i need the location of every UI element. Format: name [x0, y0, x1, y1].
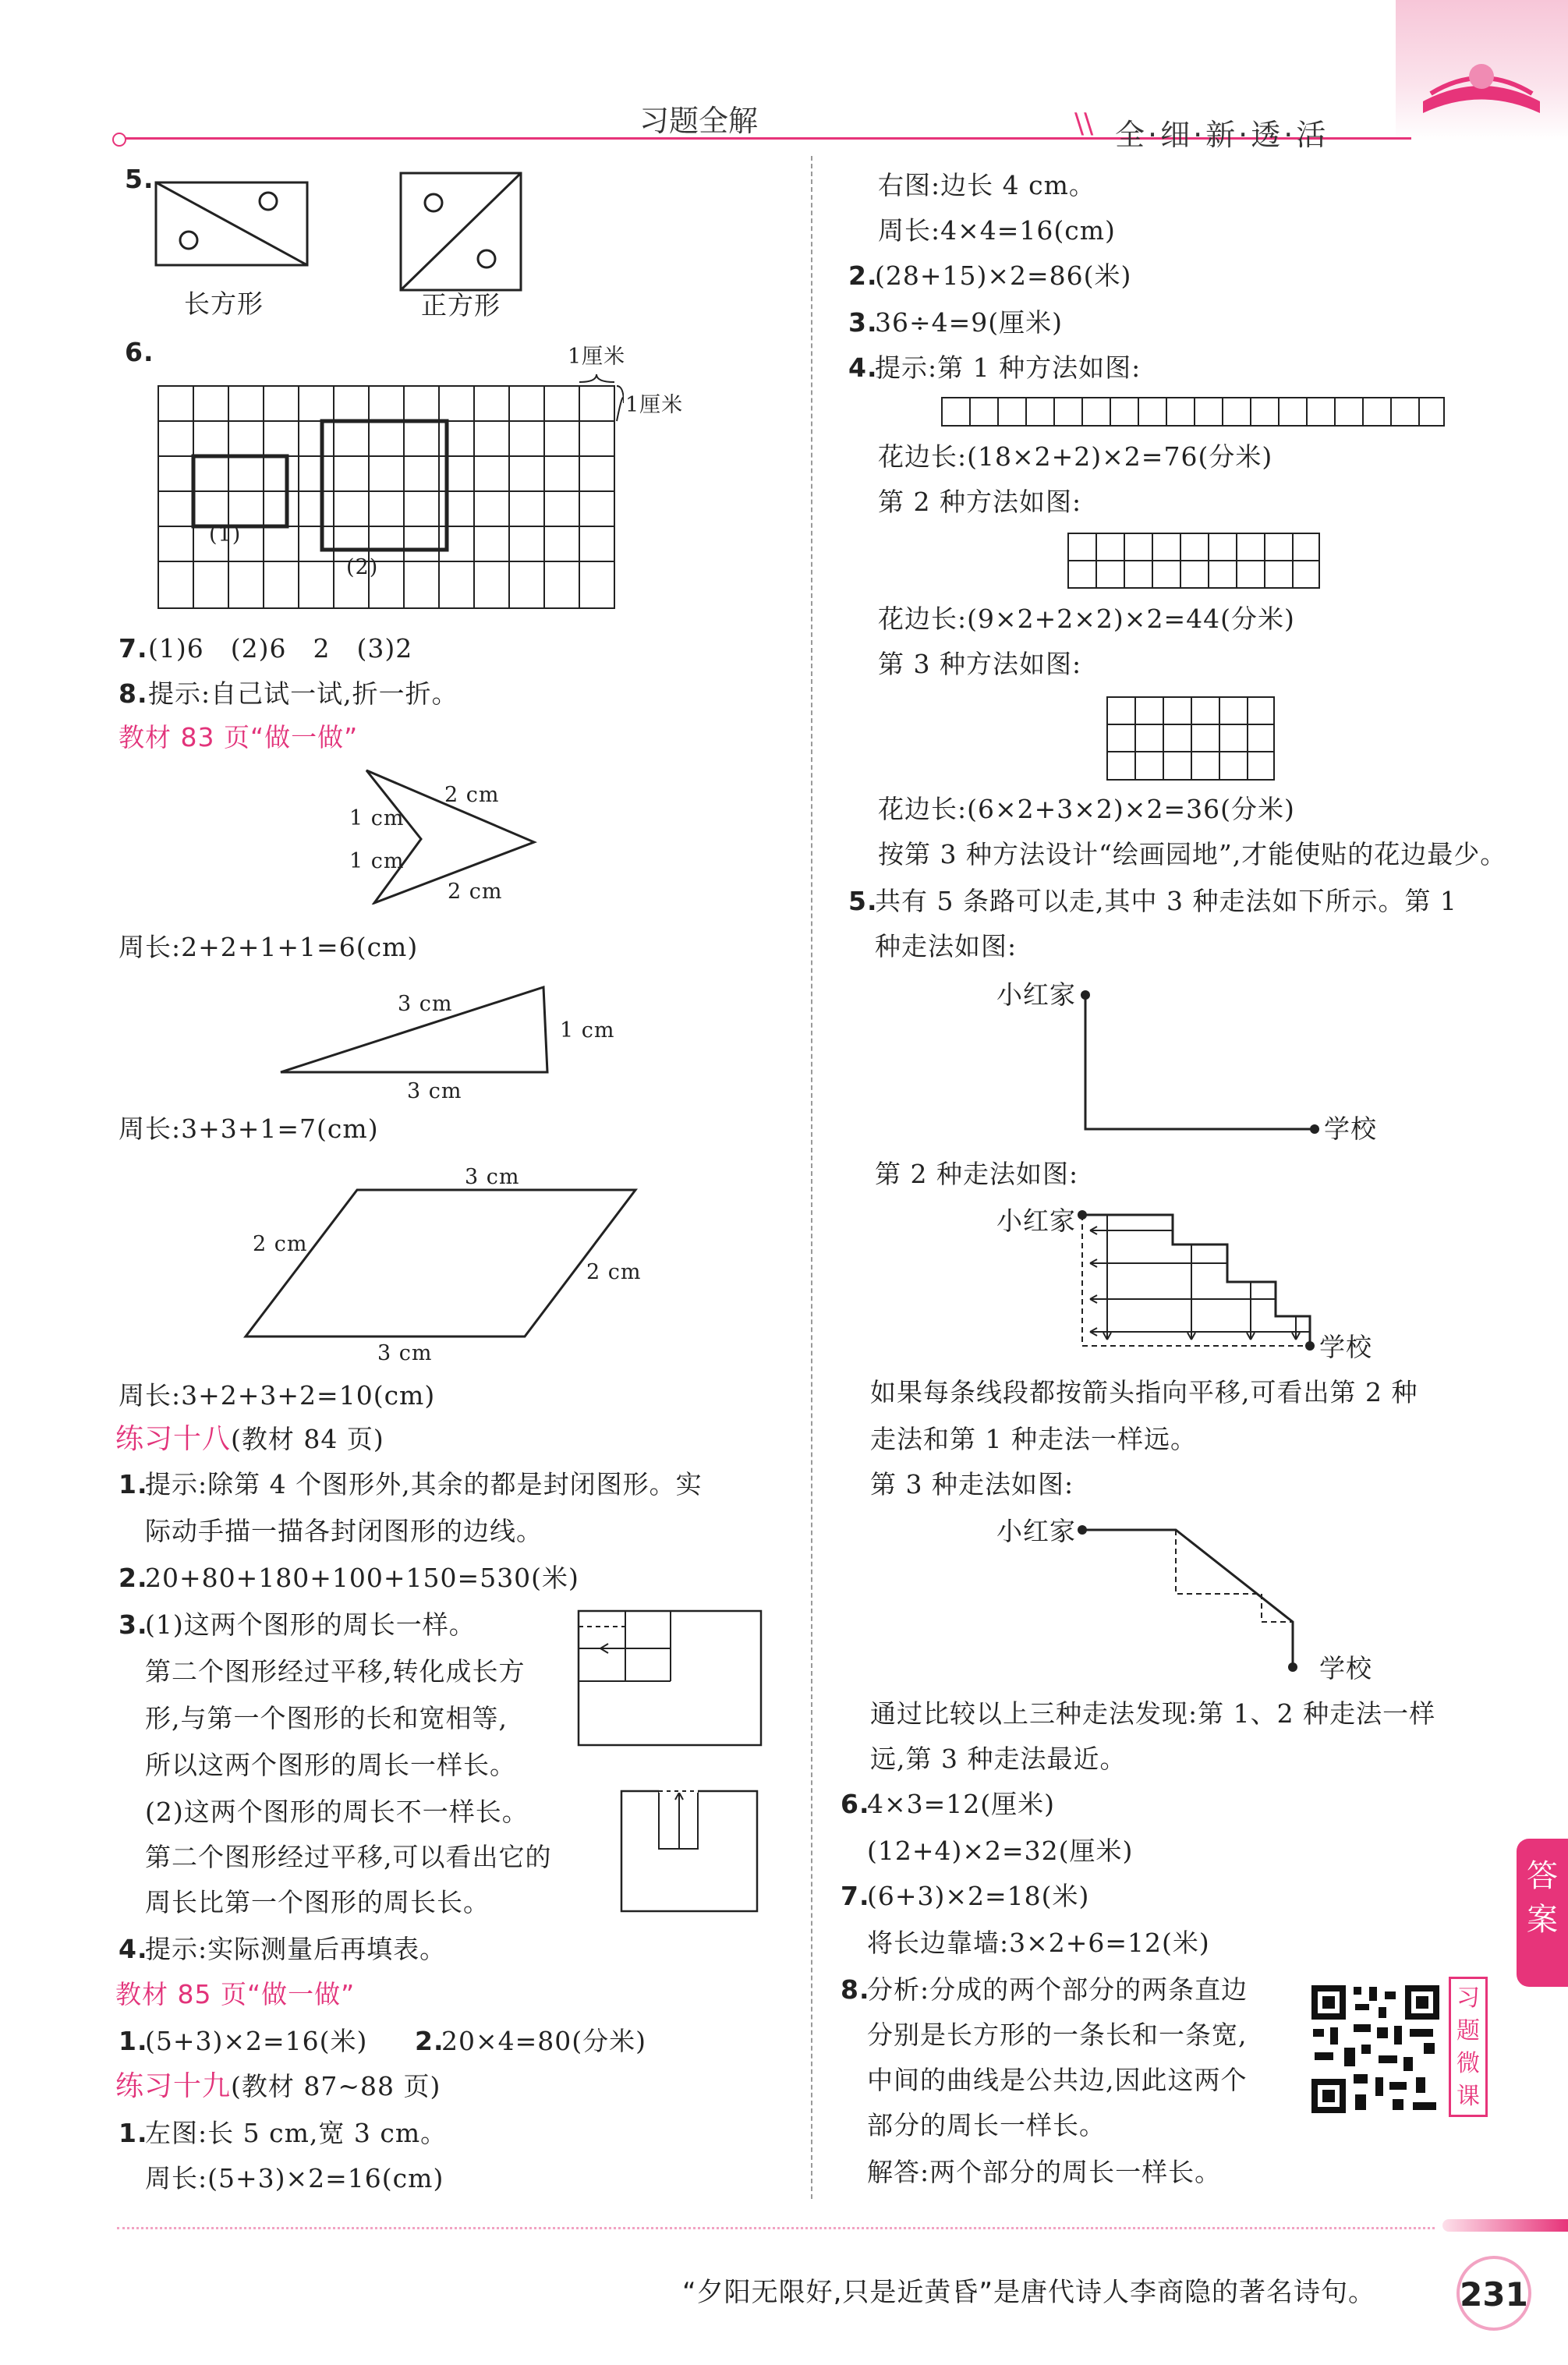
- r-q7-line2: 将长边靠墙:3×2+6=12(米): [867, 1928, 1210, 1958]
- method1-strip: [940, 396, 1447, 429]
- fig1-left-top-label: 1 cm: [349, 806, 405, 830]
- q7-number: 7.: [119, 633, 148, 664]
- sec85-q1-answer: (5+3)×2=16(米): [145, 2026, 368, 2056]
- r-q2-number: 2.: [848, 260, 878, 291]
- r-q4-line5: 第 3 种方法如图:: [878, 649, 1082, 679]
- qr-badge: 习题微课: [1449, 1977, 1488, 2117]
- ex18-q4-answer: 提示:实际测量后再填表。: [145, 1934, 447, 1964]
- q5-rectangle-figure: [154, 181, 310, 268]
- ex18-q3-figure1: [577, 1609, 764, 1750]
- ex18-q3-line4: 所以这两个图形的周长一样长。: [145, 1750, 516, 1780]
- r-q5-line2: 种走法如图:: [875, 931, 1018, 961]
- ex18-q1-line1: 提示:除第 4 个图形外,其余的都是封闭图形。实: [145, 1469, 703, 1499]
- ex19-q1-number: 1.: [119, 2118, 148, 2148]
- q6-number: 6.: [125, 337, 154, 367]
- header-slashes: \\: [1074, 108, 1094, 140]
- answers-side-tab: 答案: [1517, 1839, 1568, 1987]
- r-q4-number: 4.: [848, 352, 878, 383]
- ex18-q3-line2: 第二个图形经过平移,转化成长方: [145, 1656, 526, 1687]
- r-q5-line5: 走法和第 1 种走法一样远。: [870, 1424, 1197, 1454]
- header-dot: [112, 133, 126, 147]
- ex18-q3-figure2: [620, 1790, 760, 1914]
- r-q8-number: 8.: [841, 1974, 870, 2005]
- r-q5-line6: 第 3 种走法如图:: [870, 1469, 1074, 1499]
- page-number: 231: [1457, 2256, 1531, 2331]
- fig3-top-label: 3 cm: [465, 1165, 520, 1189]
- ex19-q1-line1: 左图:长 5 cm,宽 3 cm。: [145, 2118, 448, 2148]
- exercise-19-heading: [115, 2071, 441, 2102]
- ex18-q3-line3: 形,与第一个图形的长和宽相等,: [145, 1703, 508, 1733]
- fig1-perimeter: 周长:2+2+1+1=6(cm): [119, 932, 419, 962]
- grid-unit-height-label: 1厘米: [625, 393, 684, 417]
- r-q3-answer: 36÷4=9(厘米): [875, 307, 1064, 338]
- r-q5-line7: 通过比较以上三种走法发现:第 1、2 种走法一样: [870, 1698, 1436, 1729]
- r-q5-line1: 共有 5 条路可以走,其中 3 种走法如下所示。第 1: [875, 886, 1457, 916]
- header-motto: 全·细·新·透·活: [1115, 118, 1329, 152]
- r-q4-line7: 按第 3 种方法设计“绘画园地”,才能使贴的花边最少。: [878, 839, 1507, 869]
- exercise-18-title: 练习十八: [115, 1423, 232, 1455]
- section-textbook-85: 教材 85 页“做一做”: [115, 1979, 356, 2009]
- ex18-q3-line5: (2)这两个图形的周长不一样长。: [145, 1797, 529, 1827]
- r-q4-line4: 花边长:(9×2+2×2)×2=44(分米): [878, 604, 1295, 634]
- ex18-q2-answer: 20+80+180+100+150=530(米): [145, 1563, 579, 1593]
- q8-answer: 提示:自己试一试,折一折。: [148, 678, 458, 709]
- route3-home-label: 小红家: [996, 1516, 1076, 1546]
- r-q8-line4: 部分的周长一样长。: [867, 2110, 1106, 2140]
- ex18-q4-number: 4.: [119, 1934, 148, 1964]
- sec85-q2-number: 2.: [415, 2026, 444, 2056]
- footer-rule: [117, 2227, 1435, 2229]
- fig3-perimeter: 周长:3+2+3+2=10(cm): [119, 1380, 436, 1411]
- fig2-perimeter: 周长:3+3+1=7(cm): [119, 1113, 379, 1144]
- route1-path: [1076, 986, 1326, 1138]
- fig3-bottom-label: 3 cm: [377, 1341, 433, 1365]
- r-q8-line2: 分别是长方形的一条长和一条宽,: [867, 2020, 1248, 2050]
- rectangle-label: 长方形: [184, 289, 264, 319]
- r-line2: 周长:4×4=16(cm): [878, 215, 1116, 246]
- r-q4-line3: 第 2 种方法如图:: [878, 487, 1082, 517]
- method2-grid: [1067, 532, 1322, 591]
- footer-dots: [1442, 2219, 1568, 2232]
- fig1-bottom-label: 2 cm: [448, 880, 503, 904]
- r-q7-number: 7.: [841, 1881, 870, 1911]
- fig3-parallelogram: [242, 1187, 639, 1340]
- r-q5-line3: 第 2 种走法如图:: [875, 1159, 1079, 1189]
- r-q8-line3: 中间的曲线是公共边,因此这两个: [867, 2065, 1248, 2095]
- square-label: 正方形: [421, 290, 501, 320]
- exercise-18-heading: [115, 1424, 384, 1455]
- sec85-q1-number: 1.: [119, 2026, 148, 2056]
- r-q6-number: 6.: [841, 1789, 870, 1819]
- r-q5-number: 5.: [848, 886, 878, 916]
- grid-label-2: (2): [346, 555, 379, 579]
- fig2-bottom-label: 3 cm: [407, 1079, 462, 1103]
- ex19-q1-line2: 周长:(5+3)×2=16(cm): [145, 2163, 444, 2193]
- r-q6-line1: 4×3=12(厘米): [867, 1789, 1056, 1819]
- route2-school-label: 学校: [1319, 1332, 1372, 1362]
- route3-school-label: 学校: [1319, 1653, 1372, 1683]
- r-line1: 右图:边长 4 cm。: [878, 170, 1095, 200]
- grid-label-1: (1): [209, 522, 242, 547]
- route1-school-label: 学校: [1324, 1113, 1377, 1144]
- ex18-q2-number: 2.: [119, 1563, 148, 1593]
- section-textbook-83: 教材 83 页“做一做”: [119, 722, 359, 752]
- fig3-left-label: 2 cm: [253, 1232, 308, 1256]
- q7-answer: (1)6 (2)6 2 (3)2: [148, 633, 413, 664]
- route3-path: [1074, 1521, 1324, 1676]
- q5-square-figure: [399, 172, 524, 293]
- footer-quote: “夕阳无限好,只是近黄昏”是唐代诗人李商隐的著名诗句。: [682, 2277, 1376, 2308]
- ex18-q3-line1: (1)这两个图形的周长一样。: [145, 1609, 476, 1640]
- exercise-19-page: (教材 87~88 页): [231, 2071, 441, 2101]
- exercise-18-page: (教材 84 页): [231, 1424, 384, 1454]
- r-q5-line4: 如果每条线段都按箭头指向平移,可看出第 2 种: [870, 1377, 1418, 1407]
- route2-home-label: 小红家: [996, 1206, 1076, 1236]
- column-divider: [811, 156, 812, 2199]
- r-q4-line2: 花边长:(18×2+2)×2=76(分米): [878, 441, 1273, 472]
- r-q8-line1: 分析:分成的两个部分的两条直边: [867, 1974, 1248, 2005]
- ex18-q1-number: 1.: [119, 1469, 148, 1499]
- r-q4-line6: 花边长:(6×2+3×2)×2=36(分米): [878, 794, 1295, 824]
- qr-code-icon[interactable]: [1307, 1981, 1444, 2118]
- fig1-top-label: 2 cm: [444, 783, 500, 807]
- r-q3-number: 3.: [848, 307, 878, 338]
- ex18-q1-line2: 际动手描一描各封闭图形的边线。: [145, 1516, 543, 1546]
- fig3-right-label: 2 cm: [586, 1260, 642, 1284]
- r-q8-line5: 解答:两个部分的周长一样长。: [867, 2157, 1222, 2187]
- q6-grid-figure: [156, 365, 624, 614]
- header-title: 习题全解: [639, 104, 759, 138]
- r-q7-line1: (6+3)×2=18(米): [867, 1881, 1090, 1911]
- sec85-q2-answer: 20×4=80(分米): [441, 2026, 647, 2056]
- route1-home-label: 小红家: [996, 979, 1076, 1010]
- ex18-q3-line7: 周长比第一个图形的周长长。: [145, 1887, 490, 1917]
- exercise-19-title: 练习十九: [115, 2070, 232, 2102]
- r-q4-line1: 提示:第 1 种方法如图:: [875, 352, 1141, 383]
- grid-unit-width-label: 1厘米: [568, 345, 626, 369]
- q8-number: 8.: [119, 678, 148, 709]
- book-logo-icon: [1415, 47, 1548, 140]
- method3-grid: [1106, 696, 1277, 783]
- r-q2-answer: (28+15)×2=86(米): [875, 260, 1132, 291]
- fig2-top-label: 3 cm: [398, 992, 453, 1016]
- fig1-left-bottom-label: 1 cm: [349, 849, 405, 873]
- route2-path: [1074, 1207, 1324, 1355]
- q5-number: 5.: [125, 164, 154, 194]
- ex18-q3-line6: 第二个图形经过平移,可以看出它的: [145, 1842, 552, 1872]
- ex18-q3-number: 3.: [119, 1609, 148, 1640]
- r-q6-line2: (12+4)×2=32(厘米): [867, 1836, 1134, 1866]
- fig2-right-label: 1 cm: [560, 1018, 615, 1043]
- r-q5-line8: 远,第 3 种走法最近。: [870, 1744, 1127, 1774]
